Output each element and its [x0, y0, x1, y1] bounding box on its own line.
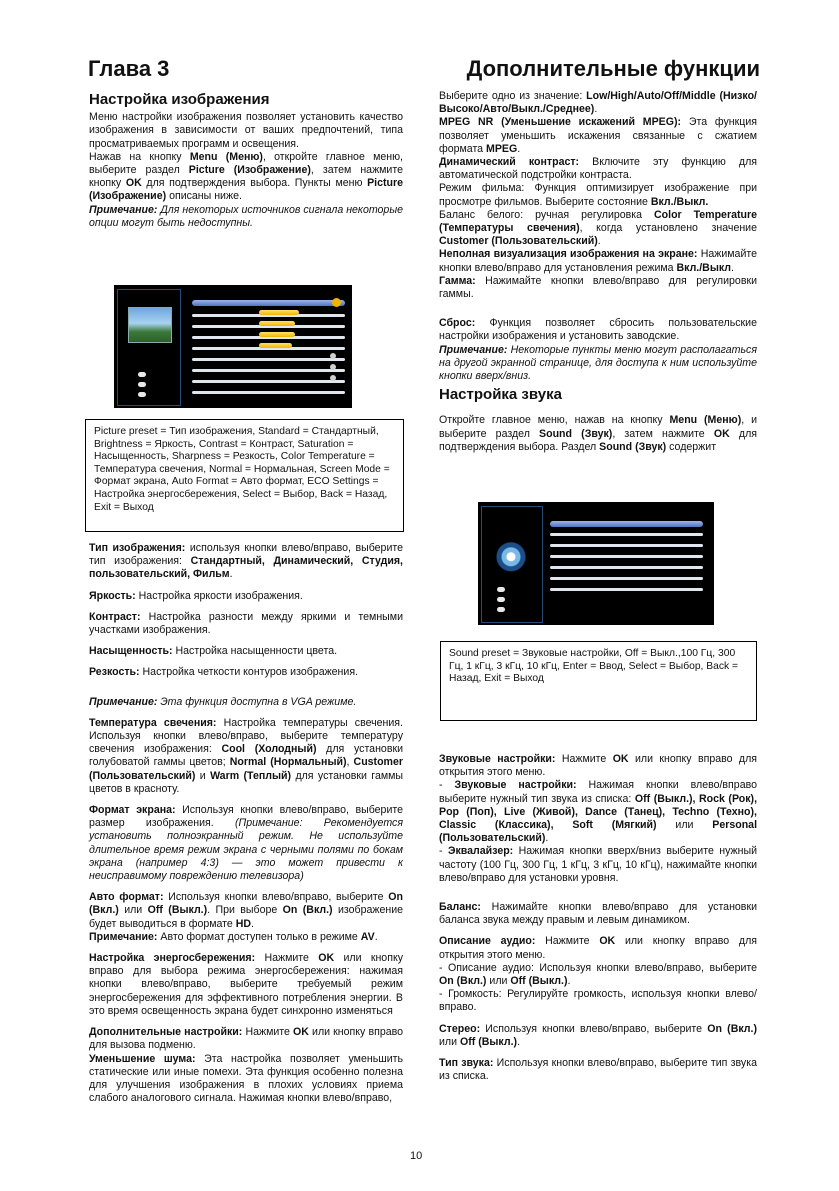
color-temperature-item: Температура свечения: Настройка температуры свечения. Используя кнопки влево/вправо, выберите температуру свечения изображения: Cool (Холодный) для установки голубоватой гаммы цветов; Normal (Нормальный), Customer (Пользовательский) и Warm (Теплый) для установки гаммы цветов в красноту.: [89, 716, 404, 795]
menu-nav-dot-icon: [138, 372, 146, 377]
auto-format-item: Авто формат: Используя кнопки влево/вправо, выберите On (Вкл.) или Off (Выкл.). При выборе On (Вкл.) изображение будет выводиться в формате HD. Примечание: Авто формат доступен только в режиме AV.: [89, 891, 404, 943]
stereo-item: Стерео: Используя кнопки влево/вправо, выберите On (Вкл.) или Off (Выкл.).: [439, 1022, 757, 1048]
eco-settings-item: Настройка энергосбережения: Нажмите OK или кнопку вправо для выбора режима энергосбережения: нажимая кнопки влево/вправо, выберите требуемый режим энергосбережения для эффективного потребления энергии. В это время освещенность экрана будет синхронно изменяться: [89, 952, 403, 1017]
balance-item: Баланс: Нажимайте кнопки влево/вправо для установки баланса звука между правым и левым динамиком.: [439, 901, 757, 927]
mpeg-nr-item: MPEG NR (Уменьшение искажений MPEG): Эта функция позволяет уменьшить искажения связанные с сжатием формата MPEG.: [439, 116, 757, 155]
sound-menu-screenshot: [478, 502, 714, 625]
noise-values: Выберите одно из значение: Low/High/Auto/Off/Middle (Низко/Высоко/Авто/Выкл./Среднее).: [439, 90, 757, 116]
sound-caption-text: Sound preset = Звуковые настройки, Off = Выкл.,100 Гц, 300 Гц, 1 кГц, 3 кГц, 10 кГц, Enter = Ввод, Select = Выбор, Back = Назад, Exit = Выход: [449, 648, 739, 685]
audio-description-toggle: - Описание аудио: Используя кнопки влево/вправо, выберите On (Вкл.) или Off (Выкл.).: [439, 961, 757, 988]
submenu-arrow-icon: [330, 364, 336, 370]
audio-description-item: Описание аудио: Нажмите OK или кнопку вправо для открытия этого меню.: [439, 935, 757, 961]
white-balance-item: Баланс белого: ручная регулировка Color Temperature (Температуры свечения), когда установлено значение Customer (Пользовательский).: [439, 208, 757, 248]
menu-nav-dot-icon: [138, 382, 146, 387]
sharpness-slider: [259, 343, 292, 348]
right-column-top: [439, 90, 757, 454]
vga-note: Примечание: Эта функция доступна в VGA режиме.: [89, 695, 357, 708]
reset-item: Сброс: Функция позволяет сбросить пользовательские настройки изображения и установить заводские.: [439, 317, 757, 343]
noise-reduction-item: Уменьшение шума: Эта настройка позволяет уменьшить статические или иные помехи. Эта функция особенно полезна для улучшения изображения в плохих условиях приема слабого аналогового сигнала. Нажимая кнопки влево/вправо,: [89, 1052, 404, 1105]
sound-preset-list: - Звуковые настройки: Нажимая кнопки влево/вправо выберите нужный тип звука из списка: Off (Выкл.), Rock (Рок), Pop (Поп), Live (Живой), Dance (Танец), Techno (Техно), Classic (Классика), Soft (Мягкий) или Personal (Пользовательский).: [439, 779, 758, 845]
menu-nav-dot-icon: [138, 392, 146, 397]
menu-item-line: [192, 369, 345, 372]
overscan-item: Неполная визуализация изображения на экране: Нажимайте кнопки влево/вправо для установления режима Вкл./Выкл.: [439, 248, 757, 274]
menu-item-line: [550, 566, 703, 569]
sound-preset-item: Звуковые настройки: Нажмите OK или кнопку вправо для открытия этого меню.: [439, 753, 757, 779]
left-column-bottom: [89, 542, 403, 1105]
gamma-item: Гамма: Нажимайте кнопки влево/вправо для регулировки гаммы.: [439, 274, 757, 301]
advanced-settings-item: Дополнительные настройки: Нажмите OK или кнопку вправо для вызова подменю.: [89, 1026, 403, 1052]
menu-item-line: [550, 555, 703, 558]
submenu-arrow-icon: [330, 375, 336, 381]
picture-settings-title: Настройка изображения: [89, 91, 270, 108]
menu-item-line: [550, 533, 703, 536]
chapter-heading: Глава 3: [88, 56, 170, 81]
reset-note: Примечание: Некоторые пункты меню могут располагаться на другой экранной странице, для доступа к ним используйте кнопки вверх/вниз.: [439, 343, 757, 383]
menu-nav-dot-icon: [497, 587, 505, 592]
saturation-slider: [259, 332, 295, 337]
functions-heading: Дополнительные функции: [466, 56, 760, 81]
menu-item-line: [192, 380, 345, 383]
film-mode-item: Режим фильма: Функция оптимизирует изображение при просмотре фильмов. Выберите состояние Вкл./Выкл.: [439, 182, 757, 208]
picture-caption-text: Picture preset = Тип изображения, Standard = Стандартный, Brightness = Яркость, Contrast = Контраст, Saturation = Насыщенность, Sharpness = Резкость, Color Temperature = Температура свечения, Normal = Нормальная, Screen Mode = Формат экрана, Auto Format = Авто формат, ECO Settings = Настройка энергосбережения, Select = Выбор, Back = Назад, Exit = Выход: [94, 426, 390, 513]
menu-item-line: [192, 391, 345, 394]
menu-item-line: [550, 577, 703, 580]
sound-settings-title: Настройка звука: [439, 386, 562, 404]
brightness-slider: [259, 310, 299, 315]
menu-item-line: [192, 358, 345, 361]
saturation-item: Насыщенность: Настройка насыщенности цвета.: [89, 645, 338, 658]
screen-mode-item: Формат экрана: Используя кнопки влево/вправо, выберите размер изображения. (Примечание: Рекомендуется установить полноэкранный режим. Не используйте длительное время режим экрана с черными полями по бокам экрана (например 4:3) — это может привести к неисправимому повреждению телевизора): [89, 804, 403, 883]
speaker-equalizer-icon: [491, 537, 531, 573]
picture-note: Примечание: Для некоторых источников сигнала некоторые опции могут быть недоступны.: [89, 203, 404, 229]
brightness-item: Яркость: Настройка яркости изображения.: [89, 589, 303, 602]
equalizer-item: - Эквалайзер: Нажимая кнопки вверх/вниз выберите нужный частоту (100 Гц, 300 Гц, 1 кГц, 3 кГц, 10 кГц), нажимайте кнопки влево/вправо для установки уровня.: [439, 845, 757, 884]
picture-menu-screenshot: [114, 285, 352, 408]
menu-nav-dot-icon: [497, 597, 505, 602]
landscape-thumbnail-icon: [128, 307, 172, 343]
contrast-item: Контраст: Настройка разности между яркими и темными участками изображения.: [89, 610, 403, 637]
submenu-arrow-icon: [330, 353, 336, 359]
menu-nav-dot-icon: [497, 607, 505, 612]
page-number: 10: [410, 1150, 423, 1162]
picture-caption-box: [85, 419, 404, 532]
audio-description-volume: - Громкость: Регулируйте громкость, используя кнопки влево/вправо.: [439, 988, 757, 1014]
right-column-bottom: [439, 753, 757, 1083]
picture-intro: Меню настройки изображения позволяет установить качество изображения в зависимости от ваших предпочтений, типа просматриваемых программ и освещения.: [89, 111, 403, 150]
sound-caption-box: [440, 641, 757, 721]
menu-item-line: [550, 588, 703, 591]
picture-nav: Нажав на кнопку Menu (Меню), откройте главное меню, выберите раздел Picture (Изображение), затем нажмите кнопку OK для подтверждения выбора. Пункты меню Picture (Изображение) описаны ниже.: [89, 150, 404, 203]
dynamic-contrast-item: Динамический контраст: Включите эту функцию для автоматической подстройки контраста.: [439, 156, 757, 182]
menu-item-highlight: [550, 521, 703, 527]
picture-type-item: Тип изображения: используя кнопки влево/вправо, выберите тип изображения: Стандартный, Динамический, Студия, пользовательский, Фильм.: [89, 542, 403, 581]
menu-item-line: [550, 544, 703, 547]
menu-item-highlight: [192, 300, 345, 306]
contrast-slider: [259, 321, 295, 326]
info-icon: [332, 298, 341, 307]
sound-intro: Откройте главное меню, нажав на кнопку Menu (Меню), и выберите раздел Sound (Звук), затем нажмите OK для подтверждения выбора. Раздел Sound (Звук) содержит: [439, 414, 758, 453]
sharpness-item: Резкость: Настройка четкости контуров изображения.: [89, 666, 359, 679]
left-column-top: [89, 93, 403, 230]
sound-type-item: Тип звука: Используя кнопки влево/вправо, выберите тип звука из списка.: [439, 1057, 757, 1083]
